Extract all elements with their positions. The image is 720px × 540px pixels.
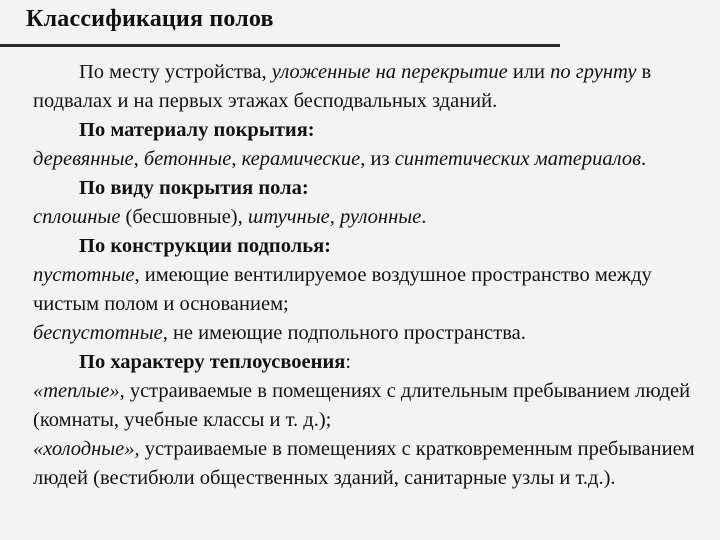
italic-term: синтетических материалов (394, 148, 641, 170)
content-body (33, 58, 705, 493)
heading-colon: : (345, 351, 352, 373)
heading-material: По материалу покрытия: (79, 119, 315, 141)
text-span: или (507, 61, 551, 83)
text-span: . (421, 206, 427, 228)
italic-term: деревянные (33, 148, 134, 170)
paragraph-material (33, 145, 705, 174)
text-span: устраиваемые в помещениях с кратковременным пребыванием людей (вестибюли общественных зданий, санитарные узлы и т.д.). (33, 438, 695, 489)
italic-term: пустотные (33, 264, 135, 286)
text-span: . (641, 148, 647, 170)
page-title: Классификация полов (26, 6, 274, 32)
text-span: По месту устройства, (79, 61, 272, 83)
italic-term: рулонные (339, 206, 422, 228)
text-span: , не имеющие подпольного пространства. (162, 322, 526, 344)
paragraph-subfloor-hollow (33, 261, 705, 319)
heading-coating: По виду покрытия пола: (79, 177, 309, 199)
italic-term: штучные (247, 206, 330, 228)
text-span: , имеющие вентилируемое воздушное пространство между чистым полом и основанием; (33, 264, 652, 315)
text-span: , из (360, 148, 395, 170)
paragraph-subfloor-solid (33, 319, 705, 348)
paragraph-heat-warm (33, 377, 705, 435)
italic-term: «холодные», (33, 438, 140, 460)
italic-term: беспустотные (33, 322, 163, 344)
italic-term: сплошные (33, 206, 121, 228)
text-span: , (329, 206, 340, 228)
text-span: , (231, 148, 242, 170)
text-span: (бесшовные), (120, 206, 248, 228)
italic-term: керамические (241, 148, 361, 170)
text-span: , (133, 148, 144, 170)
italic-term: уложенные на перекрытие (271, 61, 508, 83)
paragraph-coating (33, 203, 705, 232)
paragraph-placement (33, 58, 705, 116)
text-span: устраиваемые в помещениях с длительным пребыванием людей (комнаты, учебные классы и т. д.); (33, 380, 691, 431)
italic-term: «теплые», (33, 380, 125, 402)
italic-term: по грунту (550, 61, 637, 83)
paragraph-heat-cold (33, 435, 705, 493)
italic-term: бетонные (143, 148, 232, 170)
text-span: в подвалах и на первых этажах бесподвальных зданий. (33, 61, 652, 112)
heading-heat (33, 348, 705, 377)
heading-subfloor: По конструкции подполья: (79, 235, 331, 257)
heading-text: По характеру теплоусвоения (79, 351, 346, 373)
title-underline (0, 44, 560, 47)
